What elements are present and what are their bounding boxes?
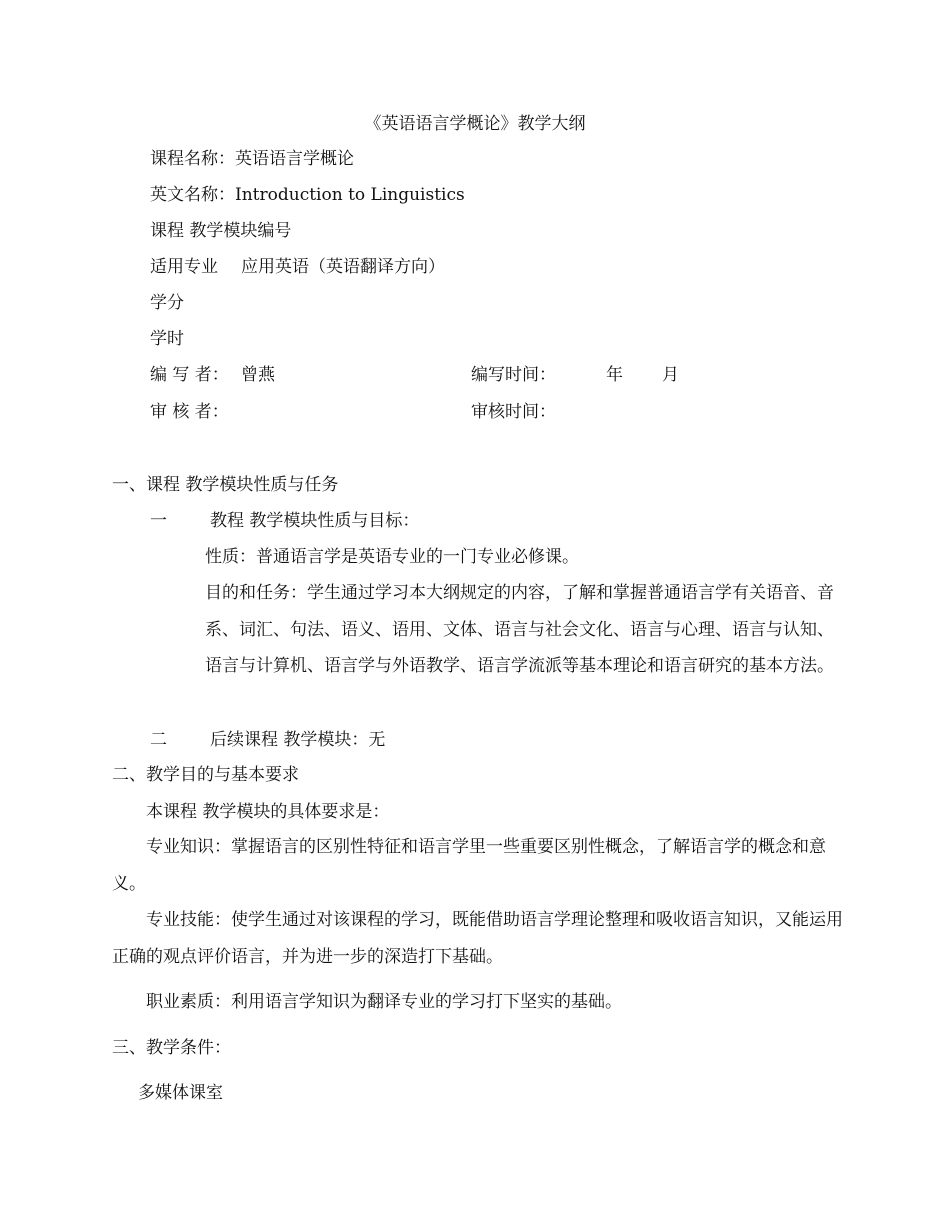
author-label: 编 写 者：: [150, 365, 229, 385]
professional-knowledge: 专业知识：掌握语言的区别性特征和语言学里一些重要区别性概念，了解语言学的概念和意义。: [112, 837, 826, 894]
year-label: 年: [606, 365, 623, 385]
major-value: 应用英语（英语翻译方向）: [241, 257, 445, 277]
course-goal: 目的和任务：学生通过学习本大纲规定的内容，了解和掌握普通语言学有关语音、音系、词汇、句法、语义、语用、文体、语言与社会文化、语言与心理、语言与认知、语言与计算机、语言学与外语教学、语言学流派等基本理论和语言研究的基本方法。: [205, 583, 834, 676]
section1-sub1-number: 一: [150, 511, 167, 531]
credits-label: 学分: [150, 293, 184, 313]
course-name: 课程名称：英语语言学概论: [150, 149, 354, 169]
section2-heading: 二、教学目的与基本要求: [112, 765, 299, 785]
course-code: 课程 教学模块编号: [150, 221, 292, 241]
section1-sub2-number: 二: [150, 730, 167, 750]
section3-content: 多媒体课室: [138, 1083, 223, 1103]
section1-sub2-title: 后续课程 教学模块：无: [210, 730, 386, 750]
professional-quality: 职业素质：利用语言学知识为翻译专业的学习打下坚实的基础。: [146, 992, 622, 1012]
section2-intro: 本课程 教学模块的具体要求是：: [146, 802, 390, 822]
write-time-label: 编写时间：: [471, 365, 556, 385]
major-label: 适用专业: [150, 257, 218, 277]
section3-heading: 三、教学条件：: [112, 1038, 231, 1058]
professional-skills: 专业技能：使学生通过对该课程的学习，既能借助语言学理论整理和吸收语言知识，又能运用正确的观点评价语言，并为进一步的深造打下基础。: [112, 910, 843, 967]
author-value: 曾燕: [241, 365, 275, 385]
reviewer-label: 审 核 者：: [150, 402, 229, 422]
section1-heading: 一、课程 教学模块性质与任务: [112, 475, 339, 495]
review-time-label: 审核时间：: [471, 402, 556, 422]
section1-sub1-title: 教程 教学模块性质与目标：: [210, 511, 420, 531]
course-nature: 性质：普通语言学是英语专业的一门专业必修课。: [205, 547, 579, 567]
hours-label: 学时: [150, 329, 184, 349]
month-label: 月: [662, 365, 679, 385]
document-title: 《英语语言学概论》教学大纲: [364, 114, 586, 134]
english-name: 英文名称：Introduction to Linguistics: [150, 185, 465, 205]
